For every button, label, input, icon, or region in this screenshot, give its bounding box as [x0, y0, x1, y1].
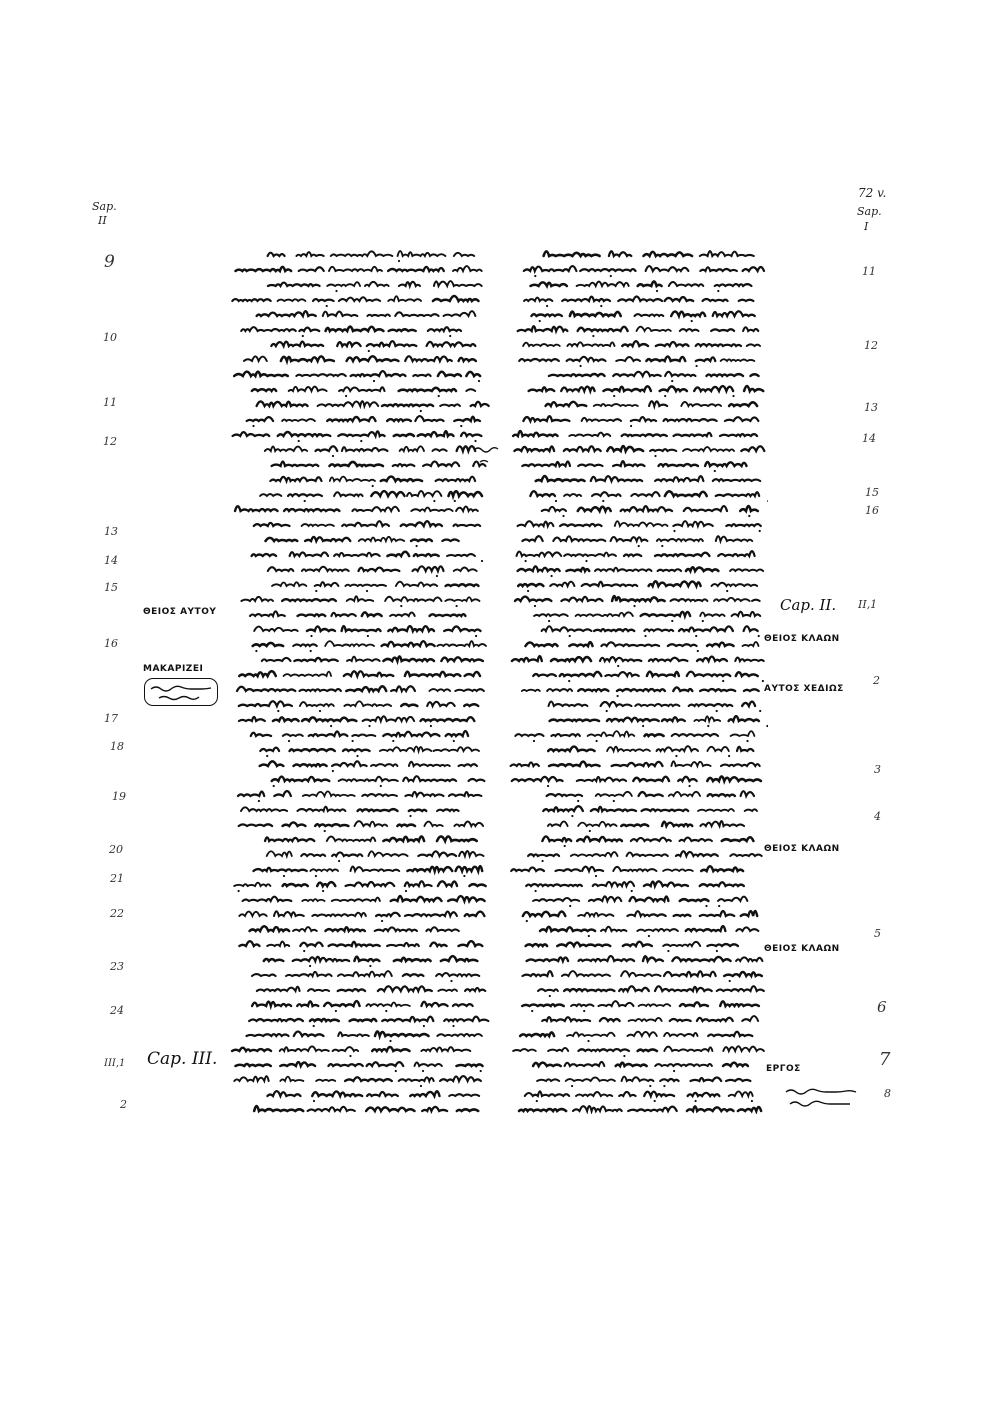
left-verse-number: 24: [110, 1004, 124, 1017]
script-line: [237, 686, 484, 691]
script-line: [254, 866, 483, 877]
script-line: [272, 776, 485, 787]
left-verse-number: 17: [104, 712, 118, 725]
script-line: [260, 761, 477, 772]
script-line: [524, 297, 753, 308]
script-line: [540, 926, 758, 937]
script-line: [538, 986, 764, 997]
script-line: [522, 536, 752, 547]
left-verse-number: 9: [104, 252, 115, 272]
script-line: [266, 537, 459, 547]
right-verse-number: 15: [865, 486, 879, 499]
right-greek-note: ΑΥΤΟΣ ΧΕΔΙΩΣ: [764, 684, 844, 694]
script-line: [232, 1046, 470, 1057]
script-line: [523, 911, 757, 922]
right-verse-number: II,1: [858, 598, 878, 611]
script-line: [239, 716, 474, 727]
script-line: [239, 671, 480, 676]
script-line: [523, 341, 768, 352]
right-greek-note: ΘΕΙΟΣ ΚΛΑΩΝ: [764, 634, 840, 644]
script-line: [267, 1091, 479, 1102]
script-line: [519, 1106, 761, 1114]
script-line: [543, 806, 757, 817]
script-line: [265, 446, 475, 457]
script-line: [542, 506, 758, 517]
left-verse-number: 22: [110, 907, 124, 920]
script-line: [530, 491, 768, 502]
script-line: [232, 296, 478, 307]
script-line: [272, 461, 486, 466]
script-line: [542, 836, 753, 847]
script-line: [239, 821, 483, 832]
right-column-script-lines: [506, 244, 768, 1114]
script-line: [243, 896, 485, 901]
script-line: [249, 1017, 488, 1028]
script-line: [515, 596, 760, 607]
script-line: [518, 566, 764, 577]
script-line: [257, 401, 489, 412]
left-column-script-lines: [228, 244, 490, 1114]
script-line: [252, 971, 479, 982]
script-line: [520, 1032, 752, 1042]
left-verse-number: 20: [109, 843, 123, 856]
right-verse-number: 13: [864, 401, 878, 414]
left-verse-number: 16: [104, 637, 118, 650]
right-verse-number: 5: [874, 927, 881, 940]
script-line: [511, 761, 760, 766]
script-line: [257, 986, 486, 991]
right-verse-number: 11: [862, 265, 876, 278]
script-line: [234, 1076, 490, 1087]
script-line: [526, 942, 738, 952]
script-line: [549, 702, 762, 713]
script-line: [537, 1077, 750, 1087]
right-text-column: [506, 244, 768, 1114]
script-line: [531, 311, 754, 322]
script-line: [260, 491, 482, 502]
script-line: [268, 566, 477, 577]
script-line: [523, 971, 762, 982]
left-text-column: [228, 244, 490, 1114]
script-line: [254, 521, 480, 526]
script-line: [522, 687, 759, 697]
left-verse-number: 2: [120, 1098, 127, 1111]
script-line: [533, 896, 747, 907]
left-verse-number: 11: [103, 396, 117, 409]
script-line: [241, 327, 461, 338]
script-line: [262, 656, 483, 661]
script-line: [270, 477, 475, 488]
script-line: [511, 866, 743, 877]
right-greek-note: ΕΡΓΟΣ: [766, 1064, 801, 1074]
script-line: [542, 1016, 758, 1021]
boxed-marginal-note: [144, 678, 218, 706]
script-line: [253, 641, 486, 652]
script-line: [549, 372, 768, 382]
script-line: [254, 626, 480, 637]
script-line: [247, 416, 480, 427]
left-verse-number: III,1: [104, 1058, 126, 1069]
script-line: [271, 341, 475, 352]
script-line: [247, 1031, 482, 1042]
right-verse-number: 14: [862, 432, 876, 445]
script-line: [236, 266, 482, 271]
script-line: [522, 461, 746, 472]
script-line: [526, 642, 759, 652]
script-line: [272, 582, 479, 592]
script-line: [252, 387, 475, 397]
right-verse-number: 7: [879, 1049, 891, 1070]
script-line: [513, 431, 757, 436]
script-line: [251, 731, 468, 742]
right-verse-number: 3: [874, 763, 881, 776]
right-greek-note: ΘΕΙΟΣ ΚΛΑΩΝ: [764, 944, 840, 954]
left-verse-number: 21: [110, 872, 124, 885]
script-line: [528, 851, 762, 862]
script-line: [527, 956, 763, 961]
left-greek-note: ΘΕΙΟΣ ΑΥΤΟΥ: [143, 607, 217, 617]
right-verse-number: 2: [873, 674, 880, 687]
right-verse-number: 4: [874, 810, 881, 823]
right-chapter-label: Cap. II.: [780, 596, 837, 614]
script-line: [523, 416, 758, 427]
script-line: [534, 612, 760, 622]
boxed-note-script: [145, 679, 217, 705]
script-line: [268, 281, 482, 292]
script-line: [524, 266, 764, 277]
script-line: [250, 926, 459, 931]
script-line: [533, 672, 764, 683]
script-line: [517, 551, 755, 562]
script-line: [254, 1106, 478, 1114]
script-line: [264, 956, 478, 967]
right-verse-number: 16: [865, 504, 879, 517]
script-line: [252, 552, 483, 562]
script-line: [525, 1091, 753, 1102]
script-line: [547, 791, 754, 802]
script-line: [238, 791, 481, 802]
right-greek-note: ΘΕΙΟΣ ΚΛΑΩΝ: [764, 844, 840, 854]
left-verse-number: 15: [104, 581, 118, 594]
script-line: [519, 356, 754, 367]
script-line: [513, 1046, 764, 1057]
script-line: [548, 746, 753, 757]
left-greek-note: ΜΑΚΑΡΙΖΕΙ: [143, 664, 204, 674]
left-verse-number: 18: [110, 740, 124, 753]
right-ref-top: Sap.: [857, 205, 882, 218]
script-line: [239, 941, 490, 952]
script-line: [518, 326, 759, 337]
script-line: [526, 881, 744, 892]
script-line: [260, 747, 479, 758]
script-line: [533, 1062, 748, 1072]
script-line: [252, 1001, 473, 1012]
script-line: [234, 881, 485, 892]
left-ref-bottom: II: [98, 214, 107, 227]
left-chapter-label: Cap. III.: [147, 1049, 218, 1069]
script-line: [550, 716, 768, 727]
script-line: [257, 311, 476, 316]
script-line: [267, 851, 484, 862]
script-line: [515, 731, 754, 742]
right-verse-number: 6: [877, 998, 887, 1016]
script-line: [239, 701, 478, 712]
script-line: [542, 626, 760, 637]
script-line: [546, 401, 758, 406]
script-line: [529, 386, 768, 397]
script-line: [518, 581, 757, 592]
left-verse-number: 12: [103, 435, 117, 448]
script-line: [531, 281, 752, 292]
script-line: [235, 506, 478, 511]
script-line: [244, 356, 476, 361]
right-ref-bottom: I: [864, 220, 869, 233]
right-folio-number: 72 v.: [858, 186, 887, 200]
script-line: [512, 656, 764, 667]
script-line: [522, 1001, 759, 1012]
left-verse-number: 14: [104, 554, 118, 567]
left-ref-top: Sap.: [92, 200, 117, 213]
script-line: [518, 521, 761, 532]
right-marginal-script-note: [782, 1084, 864, 1114]
script-line: [250, 611, 466, 616]
script-line: [544, 251, 754, 256]
script-line: [536, 476, 760, 481]
script-line: [233, 431, 482, 442]
left-verse-number: 10: [103, 331, 117, 344]
script-line: [239, 911, 484, 922]
script-line: [241, 807, 459, 817]
script-line: [512, 776, 761, 787]
right-verse-number: 8: [884, 1087, 891, 1100]
script-line: [548, 821, 744, 832]
script-line: [268, 251, 475, 262]
left-verse-number: 13: [104, 525, 118, 538]
script-line: [234, 371, 480, 382]
left-verse-number: 19: [112, 790, 126, 803]
script-line: [514, 446, 764, 457]
left-verse-number: 23: [110, 960, 124, 973]
script-line: [236, 1062, 483, 1072]
right-verse-number: 12: [864, 339, 878, 352]
script-line: [265, 836, 477, 841]
script-line: [241, 596, 479, 607]
